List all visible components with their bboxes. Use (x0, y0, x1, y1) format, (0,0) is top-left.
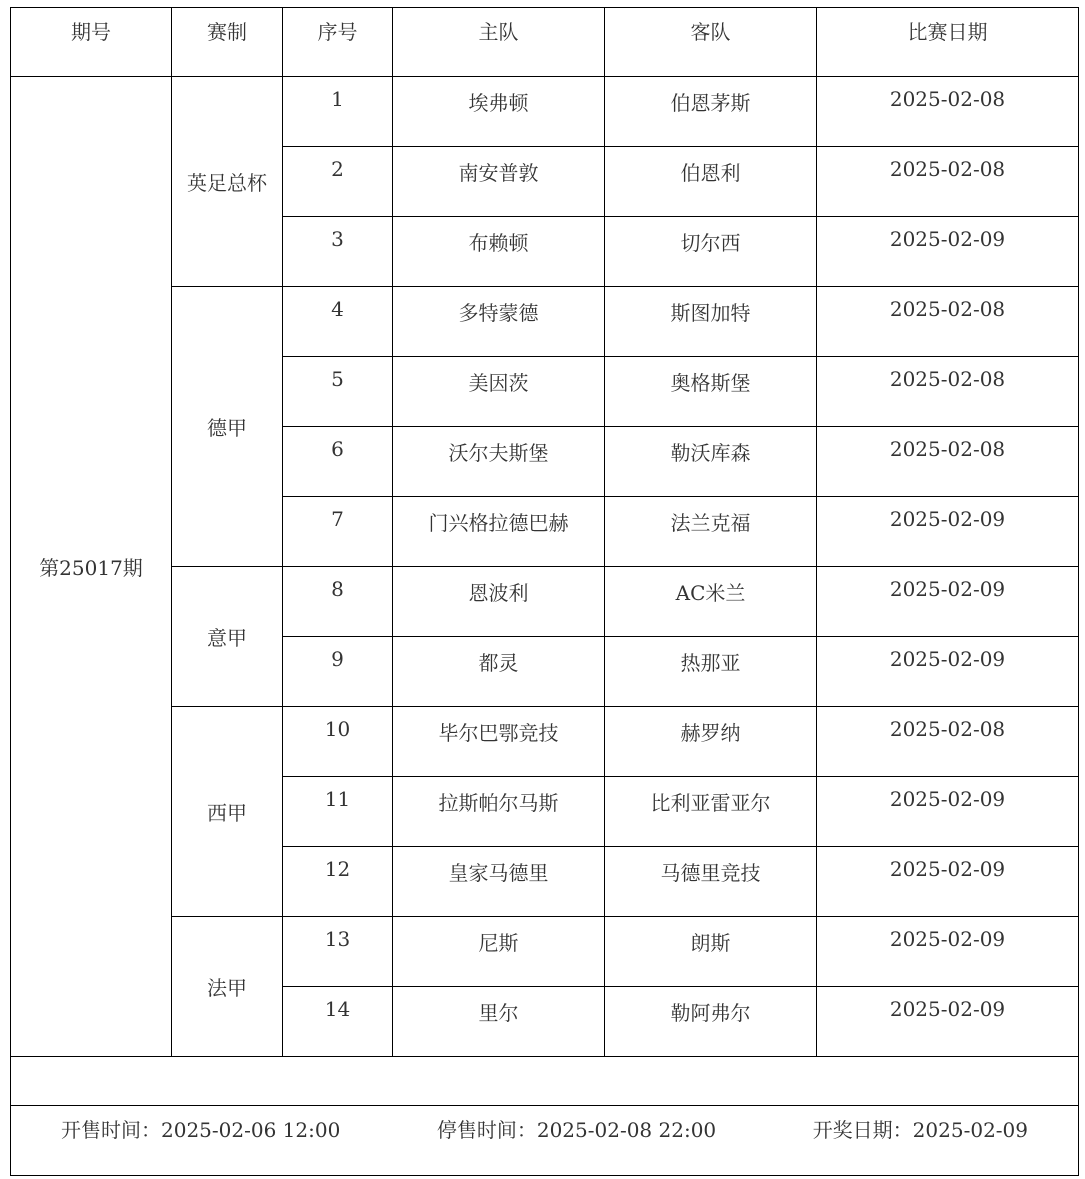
table-row (11, 287, 1079, 357)
away-team-cell: 斯图加特 (605, 287, 817, 357)
blank-row (11, 1057, 1079, 1106)
match-date-cell: 2025-02-09 (817, 217, 1079, 287)
home-team-cell: 皇家马德里 (393, 847, 605, 917)
table-row (11, 567, 1079, 637)
seq-cell: 2 (283, 147, 393, 217)
header-period: 期号 (11, 8, 172, 77)
home-team-cell: 拉斯帕尔马斯 (393, 777, 605, 847)
seq-cell: 9 (283, 637, 393, 707)
seq-cell: 7 (283, 497, 393, 567)
match-date-cell: 2025-02-08 (817, 357, 1079, 427)
sale-start-time: 开售时间：2025-02-06 12:00 (61, 1118, 341, 1142)
home-team-cell: 埃弗顿 (393, 77, 605, 147)
away-team-cell: 朗斯 (605, 917, 817, 987)
away-team-cell: AC米兰 (605, 567, 817, 637)
away-team-cell: 赫罗纳 (605, 707, 817, 777)
home-team-cell: 布赖顿 (393, 217, 605, 287)
seq-cell: 12 (283, 847, 393, 917)
away-team-cell: 马德里竞技 (605, 847, 817, 917)
home-team-cell: 都灵 (393, 637, 605, 707)
match-date-cell: 2025-02-08 (817, 147, 1079, 217)
home-team-cell: 沃尔夫斯堡 (393, 427, 605, 497)
match-date-cell: 2025-02-09 (817, 567, 1079, 637)
match-date-cell: 2025-02-09 (817, 987, 1079, 1057)
match-date-cell: 2025-02-09 (817, 917, 1079, 987)
match-schedule-table (10, 7, 1079, 1176)
home-team-cell: 美因茨 (393, 357, 605, 427)
match-date-cell: 2025-02-09 (817, 847, 1079, 917)
league-cell: 西甲 (172, 707, 283, 917)
seq-cell: 5 (283, 357, 393, 427)
draw-date: 开奖日期：2025-02-09 (812, 1118, 1028, 1142)
league-cell: 法甲 (172, 917, 283, 1057)
header-home: 主队 (393, 8, 605, 77)
away-team-cell: 勒阿弗尔 (605, 987, 817, 1057)
away-team-cell: 伯恩茅斯 (605, 77, 817, 147)
header-date: 比赛日期 (817, 8, 1079, 77)
table-row (11, 707, 1079, 777)
away-team-cell: 比利亚雷亚尔 (605, 777, 817, 847)
away-team-cell: 切尔西 (605, 217, 817, 287)
home-team-cell: 毕尔巴鄂竞技 (393, 707, 605, 777)
table-row (11, 917, 1079, 987)
home-team-cell: 尼斯 (393, 917, 605, 987)
period-cell: 第25017期 (11, 77, 172, 1057)
home-team-cell: 门兴格拉德巴赫 (393, 497, 605, 567)
home-team-cell: 恩波利 (393, 567, 605, 637)
home-team-cell: 南安普敦 (393, 147, 605, 217)
league-cell: 德甲 (172, 287, 283, 567)
seq-cell: 13 (283, 917, 393, 987)
table-row (11, 77, 1079, 147)
match-date-cell: 2025-02-08 (817, 287, 1079, 357)
home-team-cell: 多特蒙德 (393, 287, 605, 357)
match-date-cell: 2025-02-08 (817, 427, 1079, 497)
league-cell: 英足总杯 (172, 77, 283, 287)
away-team-cell: 伯恩利 (605, 147, 817, 217)
header-row (11, 8, 1079, 77)
sale-stop-time: 停售时间：2025-02-08 22:00 (436, 1118, 717, 1142)
header-seq: 序号 (283, 8, 393, 77)
seq-cell: 4 (283, 287, 393, 357)
footer-info (11, 1114, 1078, 1143)
seq-cell: 3 (283, 217, 393, 287)
seq-cell: 14 (283, 987, 393, 1057)
match-date-cell: 2025-02-09 (817, 497, 1079, 567)
header-league: 赛制 (172, 8, 283, 77)
seq-cell: 8 (283, 567, 393, 637)
header-away: 客队 (605, 8, 817, 77)
away-team-cell: 奥格斯堡 (605, 357, 817, 427)
match-date-cell: 2025-02-08 (817, 707, 1079, 777)
seq-cell: 10 (283, 707, 393, 777)
seq-cell: 11 (283, 777, 393, 847)
league-cell: 意甲 (172, 567, 283, 707)
away-team-cell: 勒沃库森 (605, 427, 817, 497)
away-team-cell: 热那亚 (605, 637, 817, 707)
match-date-cell: 2025-02-09 (817, 637, 1079, 707)
blank-cell (11, 1057, 1079, 1106)
match-date-cell: 2025-02-09 (817, 777, 1079, 847)
footer-row (11, 1106, 1079, 1176)
away-team-cell: 法兰克福 (605, 497, 817, 567)
match-date-cell: 2025-02-08 (817, 77, 1079, 147)
footer-cell (11, 1106, 1079, 1176)
seq-cell: 6 (283, 427, 393, 497)
home-team-cell: 里尔 (393, 987, 605, 1057)
seq-cell: 1 (283, 77, 393, 147)
